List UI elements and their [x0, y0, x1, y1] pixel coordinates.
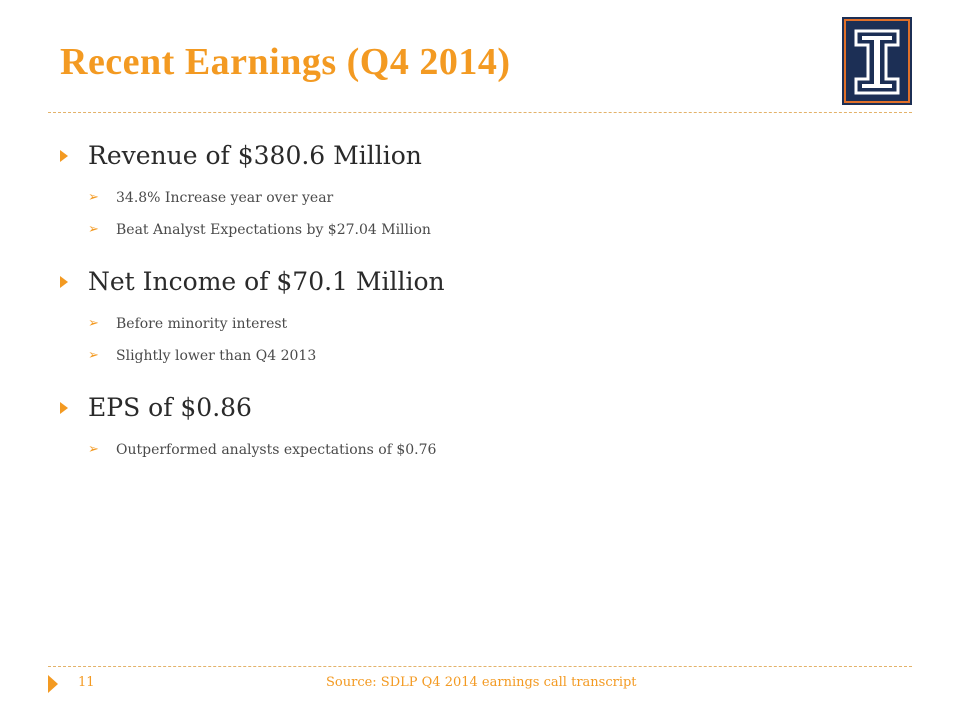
- sub-bullet: [58, 340, 918, 372]
- sub-bullet: [58, 308, 918, 340]
- bullet-eps: [58, 390, 918, 426]
- sub-bullet-arrow-icon: ➢: [88, 316, 99, 331]
- sub-bullet-text: 34.8% Increase year over year: [116, 190, 334, 206]
- bullet-arrow-icon: [60, 276, 68, 288]
- sub-bullet-text: Slightly lower than Q4 2013: [116, 348, 317, 364]
- sub-bullet: [58, 214, 918, 246]
- sub-bullet-arrow-icon: ➢: [88, 442, 99, 457]
- bullet-text: Net Income of $70.1 Million: [88, 267, 445, 296]
- bullet-text: Revenue of $380.6 Million: [88, 141, 422, 170]
- bullet-arrow-icon: [60, 402, 68, 414]
- source-citation: Source: SDLP Q4 2014 earnings call transcript: [326, 675, 637, 690]
- bullet-net-income: [58, 264, 918, 300]
- slide-title: Recent Earnings (Q4 2014): [60, 41, 511, 83]
- sub-bullet: [58, 434, 918, 466]
- block-i-logo: [842, 17, 912, 105]
- title-divider: [48, 112, 912, 113]
- page-number: 11: [78, 675, 95, 690]
- sub-bullet-arrow-icon: ➢: [88, 222, 99, 237]
- sub-bullet-text: Outperformed analysts expectations of $0.76: [116, 442, 437, 458]
- bullet-text: EPS of $0.86: [88, 393, 252, 422]
- sub-bullet-text: Before minority interest: [116, 316, 288, 332]
- sub-bullet-arrow-icon: ➢: [88, 190, 99, 205]
- sub-bullet-arrow-icon: ➢: [88, 348, 99, 363]
- bullet-list: [58, 138, 918, 466]
- sub-bullet: [58, 182, 918, 214]
- footer-arrow-icon: [48, 675, 58, 693]
- bullet-arrow-icon: [60, 150, 68, 162]
- bullet-revenue: [58, 138, 918, 174]
- sub-bullet-text: Beat Analyst Expectations by $27.04 Million: [116, 222, 431, 238]
- footer-divider: [48, 666, 912, 667]
